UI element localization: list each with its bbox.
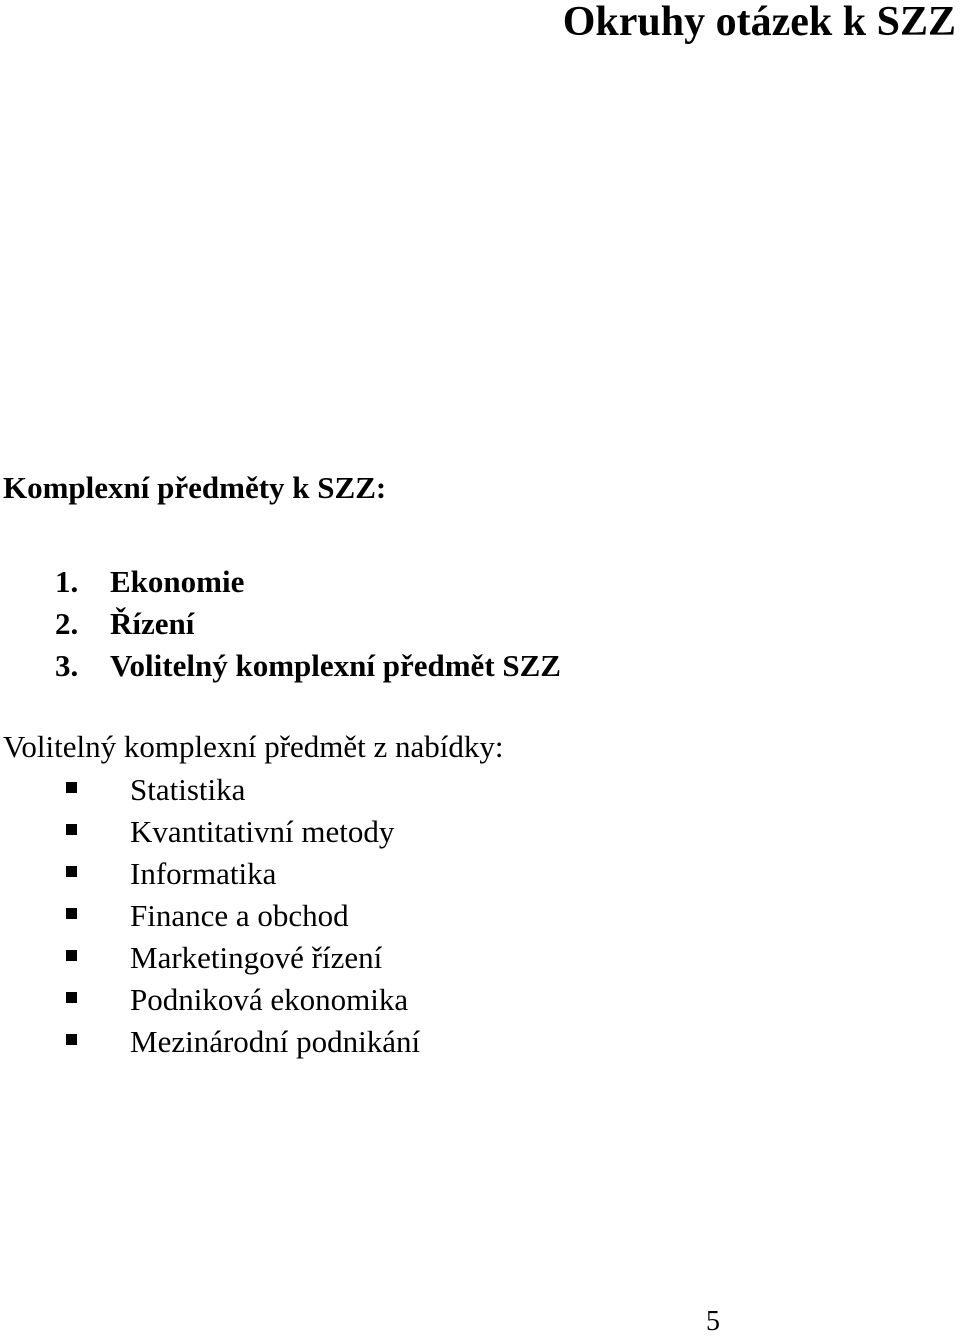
elective-list-item bbox=[66, 769, 420, 811]
numbered-list-item bbox=[55, 645, 561, 687]
elective-item-label: Kvantitativní metody bbox=[130, 814, 395, 849]
square-bullet-icon bbox=[66, 950, 77, 961]
elective-item-label: Finance a obchod bbox=[130, 898, 349, 933]
elective-list-item bbox=[66, 853, 420, 895]
elective-item-label: Informatika bbox=[130, 856, 277, 891]
elective-list-item bbox=[66, 979, 420, 1021]
elective-list bbox=[66, 769, 420, 1063]
elective-list-item bbox=[66, 811, 420, 853]
list-number: 3. bbox=[55, 648, 79, 683]
square-bullet-icon bbox=[66, 824, 77, 835]
elective-item-label: Statistika bbox=[130, 772, 246, 807]
list-number: 1. bbox=[55, 564, 79, 599]
elective-list-item bbox=[66, 1021, 420, 1063]
numbered-list-item bbox=[55, 561, 561, 603]
list-item-label: Řízení bbox=[110, 606, 195, 641]
list-item-label: Ekonomie bbox=[110, 564, 245, 599]
square-bullet-icon bbox=[66, 992, 77, 1003]
numbered-list bbox=[55, 561, 561, 687]
page-number: 5 bbox=[706, 1306, 720, 1337]
page-title: Okruhy otázek k SZZ bbox=[562, 0, 956, 45]
elective-item-label: Mezinárodní podnikání bbox=[130, 1024, 421, 1059]
elective-list-item bbox=[66, 937, 420, 979]
elective-item-label: Marketingové řízení bbox=[130, 940, 383, 975]
list-number: 2. bbox=[55, 606, 79, 641]
elective-intro: Volitelný komplexní předmět z nabídky: bbox=[3, 729, 504, 764]
square-bullet-icon bbox=[66, 782, 77, 793]
numbered-list-item bbox=[55, 603, 561, 645]
square-bullet-icon bbox=[66, 866, 77, 877]
square-bullet-icon bbox=[66, 908, 77, 919]
elective-list-item bbox=[66, 895, 420, 937]
square-bullet-icon bbox=[66, 1034, 77, 1045]
list-item-label: Volitelný komplexní předmět SZZ bbox=[110, 648, 561, 683]
elective-item-label: Podniková ekonomika bbox=[130, 982, 409, 1017]
section-heading: Komplexní předměty k SZZ: bbox=[3, 470, 387, 505]
